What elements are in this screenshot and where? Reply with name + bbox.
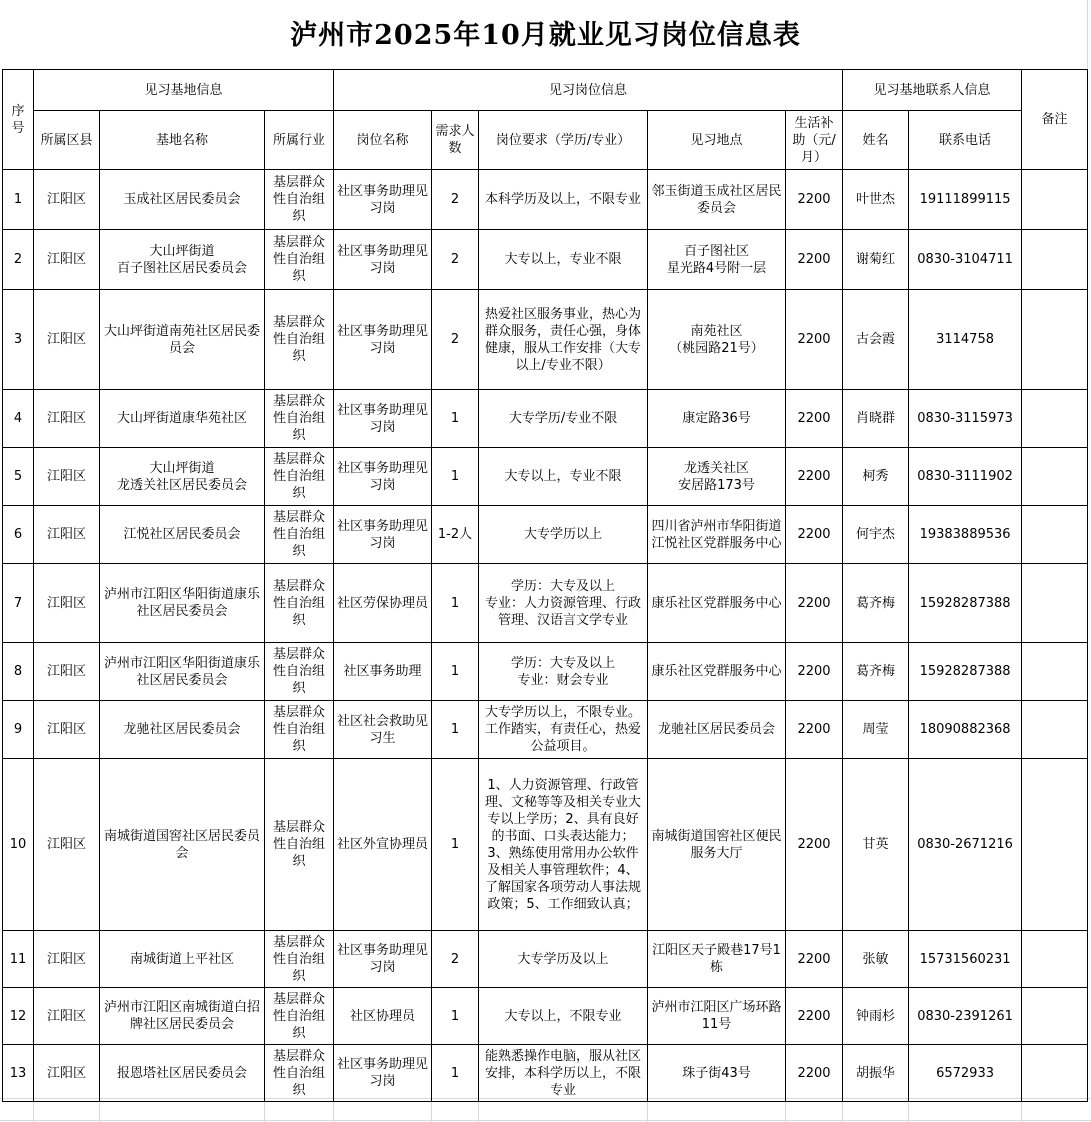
cell-base-name: 玉成社区居民委员会	[100, 170, 265, 230]
cell-subsidy: 2200	[786, 759, 843, 931]
cell-phone: 19383889536	[909, 506, 1022, 564]
cell-requirement: 大专学历以上，不限专业。工作踏实，有责任心，热爱公益项目。	[479, 701, 648, 759]
cell-contact-name: 周莹	[843, 701, 909, 759]
table-row	[3, 701, 1088, 759]
cell-subsidy: 2200	[786, 230, 843, 290]
cell-requirement: 学历：大专及以上 专业：人力资源管理、行政管理、汉语言文学专业	[479, 564, 648, 643]
table-row	[3, 290, 1088, 390]
cell-location: 康乐社区党群服务中心	[648, 564, 786, 643]
cell-seq: 6	[3, 506, 34, 564]
cell-phone: 0830-3104711	[909, 230, 1022, 290]
cell-remark	[1022, 988, 1088, 1045]
cell-headcount: 1	[432, 643, 479, 701]
cell-district: 江阳区	[34, 564, 100, 643]
header-group-contact: 见习基地联系人信息	[843, 70, 1022, 111]
cell-contact-name: 叶世杰	[843, 170, 909, 230]
table-row	[3, 988, 1088, 1045]
cell-remark	[1022, 701, 1088, 759]
cell-subsidy: 2200	[786, 564, 843, 643]
cell-location: 江阳区天子殿巷17号1栋	[648, 931, 786, 988]
cell-seq: 12	[3, 988, 34, 1045]
cell-seq: 11	[3, 931, 34, 988]
cell-base-name: 大山坪街道 龙透关社区居民委员会	[100, 448, 265, 506]
cell-base-name: 泸州市江阳区华阳街道康乐社区居民委员会	[100, 564, 265, 643]
cell-remark	[1022, 759, 1088, 931]
cell-post-name: 社区社会救助见习生	[334, 701, 432, 759]
header-post-name: 岗位名称	[334, 111, 432, 170]
cell-location: 龙透关社区 安居路173号	[648, 448, 786, 506]
table-row	[3, 390, 1088, 448]
cell-contact-name: 胡振华	[843, 1045, 909, 1102]
cell-post-name: 社区事务助理见习岗	[334, 448, 432, 506]
cell-post-name: 社区事务助理见习岗	[334, 230, 432, 290]
cell-industry: 基层群众性自治组织	[265, 1045, 334, 1102]
header-group-base: 见习基地信息	[34, 70, 334, 111]
cell-phone: 0830-2671216	[909, 759, 1022, 931]
header-row-columns	[3, 111, 1088, 170]
header-group-post: 见习岗位信息	[334, 70, 843, 111]
cell-post-name: 社区事务助理见习岗	[334, 931, 432, 988]
cell-requirement: 大专以上，专业不限	[479, 230, 648, 290]
cell-subsidy: 2200	[786, 988, 843, 1045]
cell-base-name: 泸州市江阳区华阳街道康乐社区居民委员会	[100, 643, 265, 701]
cell-requirement: 大专学历/专业不限	[479, 390, 648, 448]
cell-headcount: 1	[432, 448, 479, 506]
cell-industry: 基层群众性自治组织	[265, 170, 334, 230]
cell-industry: 基层群众性自治组织	[265, 230, 334, 290]
table-row	[3, 931, 1088, 988]
cell-district: 江阳区	[34, 230, 100, 290]
cell-seq: 5	[3, 448, 34, 506]
cell-requirement: 学历：大专及以上 专业：财会专业	[479, 643, 648, 701]
cell-subsidy: 2200	[786, 290, 843, 390]
sheet-gridline	[0, 1120, 1091, 1121]
table-row	[3, 506, 1088, 564]
cell-industry: 基层群众性自治组织	[265, 564, 334, 643]
cell-district: 江阳区	[34, 290, 100, 390]
cell-contact-name: 钟雨杉	[843, 988, 909, 1045]
cell-district: 江阳区	[34, 448, 100, 506]
cell-contact-name: 谢菊红	[843, 230, 909, 290]
table-row	[3, 230, 1088, 290]
cell-remark	[1022, 230, 1088, 290]
cell-industry: 基层群众性自治组织	[265, 390, 334, 448]
cell-seq: 9	[3, 701, 34, 759]
cell-industry: 基层群众性自治组织	[265, 759, 334, 931]
cell-remark	[1022, 643, 1088, 701]
cell-location: 南苑社区 （桃园路21号）	[648, 290, 786, 390]
cell-headcount: 2	[432, 230, 479, 290]
cell-requirement: 能熟悉操作电脑，服从社区安排，本科学历以上，不限专业	[479, 1045, 648, 1102]
cell-district: 江阳区	[34, 506, 100, 564]
cell-contact-name: 葛齐梅	[843, 564, 909, 643]
cell-subsidy: 2200	[786, 390, 843, 448]
cell-post-name: 社区事务助理见习岗	[334, 170, 432, 230]
cell-remark	[1022, 390, 1088, 448]
cell-phone: 3114758	[909, 290, 1022, 390]
cell-post-name: 社区事务助理	[334, 643, 432, 701]
cell-district: 江阳区	[34, 390, 100, 448]
cell-headcount: 1	[432, 988, 479, 1045]
cell-subsidy: 2200	[786, 643, 843, 701]
cell-subsidy: 2200	[786, 701, 843, 759]
cell-contact-name: 古会霞	[843, 290, 909, 390]
cell-district: 江阳区	[34, 759, 100, 931]
cell-requirement: 热爱社区服务事业，热心为群众服务，责任心强，身体健康，服从工作安排（大专以上/专业不限）	[479, 290, 648, 390]
cell-location: 四川省泸州市华阳街道江悦社区党群服务中心	[648, 506, 786, 564]
cell-remark	[1022, 564, 1088, 643]
cell-headcount: 1	[432, 564, 479, 643]
cell-phone: 18090882368	[909, 701, 1022, 759]
cell-district: 江阳区	[34, 170, 100, 230]
cell-base-name: 龙驰社区居民委员会	[100, 701, 265, 759]
cell-contact-name: 张敏	[843, 931, 909, 988]
cell-requirement: 大专以上，专业不限	[479, 448, 648, 506]
cell-seq: 3	[3, 290, 34, 390]
cell-headcount: 2	[432, 290, 479, 390]
cell-industry: 基层群众性自治组织	[265, 290, 334, 390]
cell-remark	[1022, 290, 1088, 390]
cell-contact-name: 柯秀	[843, 448, 909, 506]
cell-industry: 基层群众性自治组织	[265, 506, 334, 564]
header-industry: 所属行业	[265, 111, 334, 170]
cell-subsidy: 2200	[786, 506, 843, 564]
cell-industry: 基层群众性自治组织	[265, 448, 334, 506]
cell-post-name: 社区事务助理见习岗	[334, 290, 432, 390]
cell-location: 南城街道国窖社区便民服务大厅	[648, 759, 786, 931]
cell-district: 江阳区	[34, 931, 100, 988]
header-base-name: 基地名称	[100, 111, 265, 170]
cell-seq: 2	[3, 230, 34, 290]
cell-base-name: 南城街道上平社区	[100, 931, 265, 988]
cell-district: 江阳区	[34, 988, 100, 1045]
cell-location: 康定路36号	[648, 390, 786, 448]
header-remark: 备注	[1022, 70, 1088, 170]
cell-base-name: 泸州市江阳区南城街道白招牌社区居民委员会	[100, 988, 265, 1045]
cell-base-name: 大山坪街道康华苑社区	[100, 390, 265, 448]
table-row	[3, 1045, 1088, 1102]
cell-district: 江阳区	[34, 643, 100, 701]
cell-district: 江阳区	[34, 701, 100, 759]
cell-subsidy: 2200	[786, 170, 843, 230]
cell-requirement: 1、人力资源管理、行政管理、文秘等等及相关专业大专以上学历；2、具有良好的书面、口头表达能力；3、熟练使用常用办公软件及相关人事管理软件；4、了解国家各项劳动人事法规政策；5、工作细致认真；	[479, 759, 648, 931]
cell-industry: 基层群众性自治组织	[265, 988, 334, 1045]
cell-remark	[1022, 506, 1088, 564]
cell-post-name: 社区劳保协理员	[334, 564, 432, 643]
cell-remark	[1022, 1045, 1088, 1102]
cell-base-name: 江悦社区居民委员会	[100, 506, 265, 564]
cell-seq: 10	[3, 759, 34, 931]
table-row	[3, 564, 1088, 643]
page-title: 泸州市2025年10月就业见习岗位信息表	[290, 20, 801, 51]
cell-post-name: 社区事务助理见习岗	[334, 1045, 432, 1102]
cell-location: 珠子街43号	[648, 1045, 786, 1102]
cell-headcount: 1	[432, 759, 479, 931]
cell-seq: 13	[3, 1045, 34, 1102]
cell-headcount: 2	[432, 931, 479, 988]
cell-remark	[1022, 170, 1088, 230]
header-row-group	[3, 70, 1088, 111]
cell-location: 康乐社区党群服务中心	[648, 643, 786, 701]
cell-phone: 15928287388	[909, 564, 1022, 643]
cell-base-name: 报恩塔社区居民委员会	[100, 1045, 265, 1102]
cell-location: 泸州市江阳区广场环路11号	[648, 988, 786, 1045]
header-headcount: 需求人数	[432, 111, 479, 170]
cell-post-name: 社区事务助理见习岗	[334, 390, 432, 448]
cell-requirement: 大专以上，不限专业	[479, 988, 648, 1045]
cell-location: 百子图社区 星光路4号附一层	[648, 230, 786, 290]
table-row	[3, 448, 1088, 506]
cell-post-name: 社区外宣协理员	[334, 759, 432, 931]
cell-subsidy: 2200	[786, 1045, 843, 1102]
job-table	[2, 69, 1088, 1102]
table-row	[3, 643, 1088, 701]
cell-phone: 0830-2391261	[909, 988, 1022, 1045]
header-requirement: 岗位要求（学历/专业）	[479, 111, 648, 170]
cell-district: 江阳区	[34, 1045, 100, 1102]
cell-requirement: 大专学历以上	[479, 506, 648, 564]
cell-phone: 19111899115	[909, 170, 1022, 230]
cell-headcount: 1	[432, 390, 479, 448]
cell-remark	[1022, 931, 1088, 988]
cell-headcount: 1-2人	[432, 506, 479, 564]
header-subsidy: 生活补助（元/月）	[786, 111, 843, 170]
cell-post-name: 社区协理员	[334, 988, 432, 1045]
cell-requirement: 本科学历及以上，不限专业	[479, 170, 648, 230]
cell-phone: 15731560231	[909, 931, 1022, 988]
table-row	[3, 759, 1088, 931]
cell-base-name: 南城街道国窖社区居民委员会	[100, 759, 265, 931]
cell-contact-name: 肖晓群	[843, 390, 909, 448]
header-contact-name: 姓名	[843, 111, 909, 170]
header-phone: 联系电话	[909, 111, 1022, 170]
cell-base-name: 大山坪街道南苑社区居民委员会	[100, 290, 265, 390]
cell-contact-name: 葛齐梅	[843, 643, 909, 701]
cell-base-name: 大山坪街道 百子图社区居民委员会	[100, 230, 265, 290]
cell-post-name: 社区事务助理见习岗	[334, 506, 432, 564]
cell-headcount: 1	[432, 701, 479, 759]
table-row	[3, 170, 1088, 230]
cell-headcount: 1	[432, 1045, 479, 1102]
cell-contact-name: 何宇杰	[843, 506, 909, 564]
cell-seq: 1	[3, 170, 34, 230]
cell-industry: 基层群众性自治组织	[265, 643, 334, 701]
cell-industry: 基层群众性自治组织	[265, 701, 334, 759]
cell-remark	[1022, 448, 1088, 506]
cell-location: 龙驰社区居民委员会	[648, 701, 786, 759]
cell-phone: 6572933	[909, 1045, 1022, 1102]
cell-seq: 7	[3, 564, 34, 643]
cell-headcount: 2	[432, 170, 479, 230]
cell-subsidy: 2200	[786, 448, 843, 506]
cell-industry: 基层群众性自治组织	[265, 931, 334, 988]
header-seq: 序号	[3, 70, 34, 170]
cell-location: 邻玉街道玉成社区居民委员会	[648, 170, 786, 230]
header-location: 见习地点	[648, 111, 786, 170]
cell-phone: 0830-3111902	[909, 448, 1022, 506]
cell-phone: 0830-3115973	[909, 390, 1022, 448]
cell-phone: 15928287388	[909, 643, 1022, 701]
header-district: 所属区县	[34, 111, 100, 170]
cell-seq: 4	[3, 390, 34, 448]
cell-contact-name: 甘英	[843, 759, 909, 931]
cell-subsidy: 2200	[786, 931, 843, 988]
cell-requirement: 大专学历及以上	[479, 931, 648, 988]
cell-seq: 8	[3, 643, 34, 701]
